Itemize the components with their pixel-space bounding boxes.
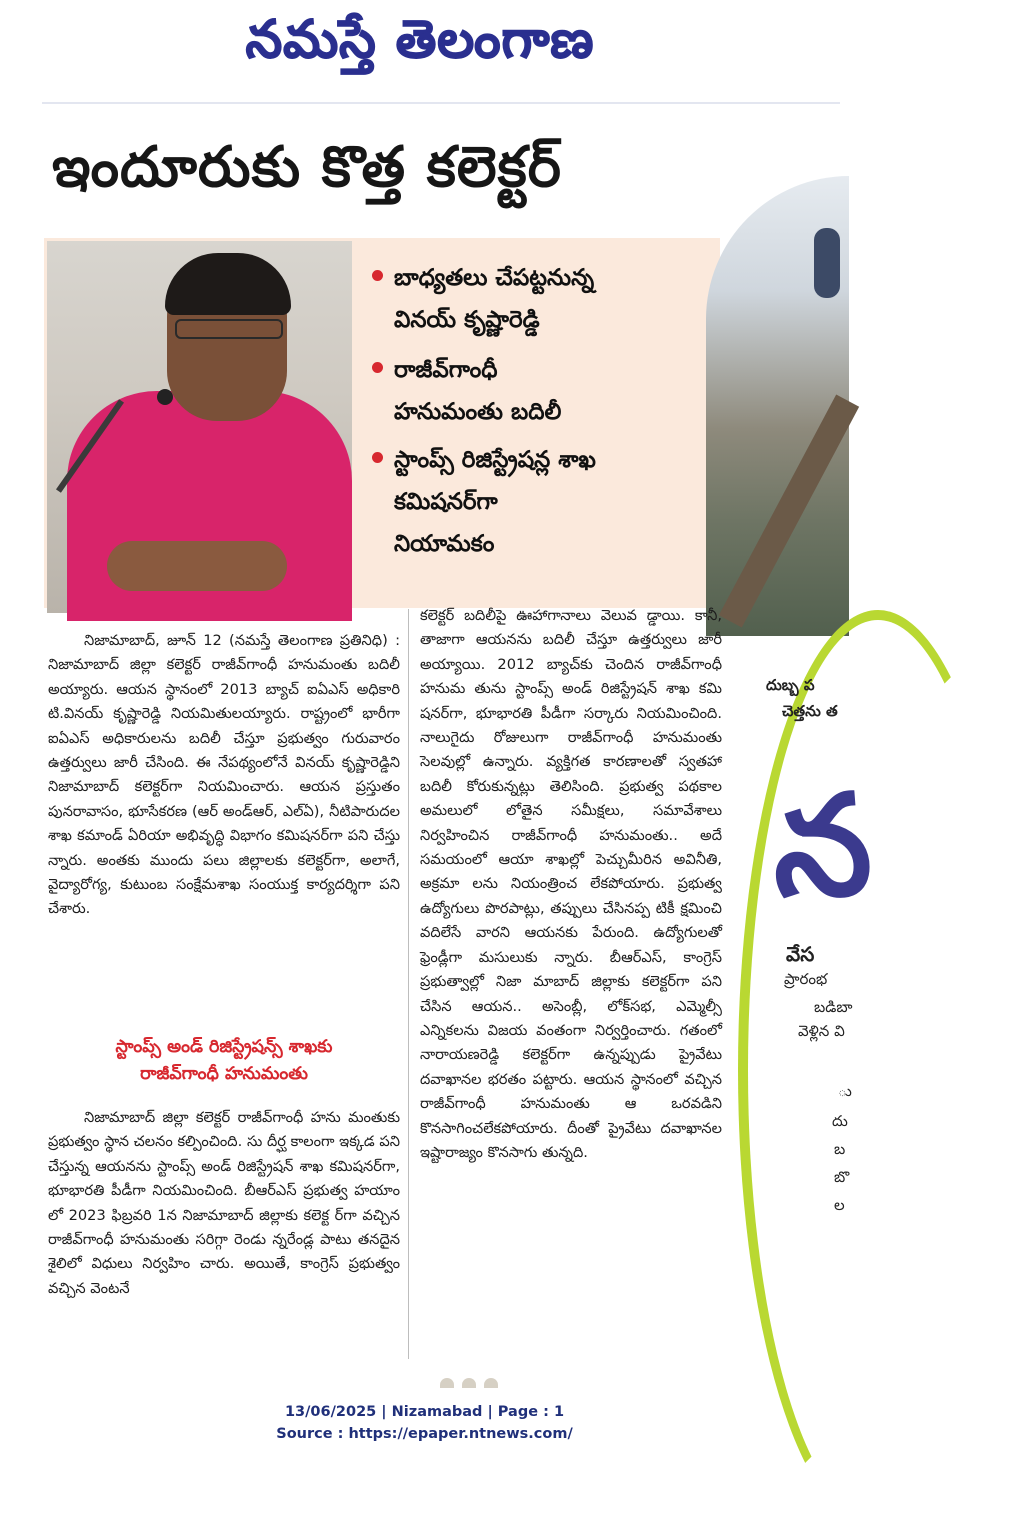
side-story-line: దు: [832, 1112, 848, 1130]
headline: ఇందూరుకు కొత్త కలెక్టర్: [52, 135, 562, 200]
bullet-text: రాజీవ్‌గాంధీ: [394, 357, 498, 383]
column-divider: [408, 609, 409, 1359]
side-story-line: బడిబా: [814, 998, 853, 1016]
side-story-line: ు: [838, 1082, 852, 1100]
bullet-dot-icon: [372, 270, 383, 281]
article-column-2: [420, 604, 722, 1165]
article-paragraph: కలెక్టర్ బదిలీపై ఊహాగానాలు వెలువ డ్డాయి. కానీ, తాజాగా ఆయనను బదిలీ చేస్తూ ఉత్తర్వులు జారీ అయ్యాయి. 2012 బ్యాచ్‌కు చెందిన రాజీవ్‌గాంధీ హనుమ తును స్టాంప్స్ అండ్ రిజిస్ట్రేషన్ శాఖ కమి షనర్‌గా, భూభారతి పీడీగా సర్కారు నియమించింది. నాలుగైదు రోజులుగా రాజీవ్‌గాంధీ హనుమంతు సెలవుల్లో ఉన్నారు. వ్యక్తిగత కారణాలతో స్వతహా బదిలీ కోరుకున్నట్లు తెలిసింది. ప్రభుత్వ పథకాల అమలులో లోతైన సమీక్షలు, సమావేశాలు నిర్వహించిన రాజీవ్‌గాంధీ హనుమంతు.. అదే సమయంలో ఆయా శాఖల్లో పెచ్చుమీరిన అవినీతి, అక్రమా లను నియంత్రించ లేకపోయారు. ప్రభుత్వ ఉద్యోగులు పొరపాట్లు, తప్పులు చేసినప్ప టికీ క్షమించి వదిలేసే వారని ఆయనకు పేరుంది. ఉద్యోగులతో ఫ్రెండ్లీగా మసులుకు న్నారు. బీఆర్‌ఎస్, కాంగ్రెస్ ప్రభుత్వాల్లో నిజా మాబాద్ జిల్లాకు కలెక్టర్‌గా పని చేసిన ఆయన.. అసెంబ్లీ, లోక్‌సభ, ఎమ్మెల్సీ ఎన్నికలను విజయ వంతంగా నిర్వర్తించారు. గతంలో నారాయణరెడ్డి కలెక్టర్‌గా ఉన్నప్పుడు ప్రైవేటు దవాఖానల భరతం పట్టారు. ఆయన స్థానంలో వచ్చిన రాజీవ్‌గాంధీ హనుమంతు ఆ ఒరవడిని కొనసాగించలేకపోయారు. దీంతో ప్రైవేటు దవాఖానల ఇష్టారాజ్యం కొనసాగు తున్నది.: [420, 607, 722, 1161]
bullet-text: నియామకం: [394, 531, 495, 557]
side-story-line: ల: [834, 1196, 845, 1214]
header-divider: [42, 102, 840, 104]
bullet-text: హనుమంతు బదిలీ: [394, 399, 562, 425]
side-story-line: వెళ్లిన వి: [798, 1022, 845, 1040]
side-story: [752, 670, 873, 1230]
article-paragraph: నిజామాబాద్, జూన్ 12 (నమస్తే తెలంగాణ ప్రతినిధి) : నిజామాబాద్ జిల్లా కలెక్టర్ రాజీవ్‌గాంధీ హనుమంతు బదిలీ అయ్యారు. ఆయన స్థానంలో 2013 బ్యాచ్ ఐఏఎస్ అధికారి టి.వినయ్ కృష్ణారెడ్డి నియమితులయ్యారు. రాష్ట్రంలో భారీగా ఐఏఎస్ అధికారులను బదిలీ చేస్తూ ప్రభుత్వం గురువారం ఉత్తర్వులు జారీ చేసింది. ఈ నేపథ్యంలోనే వినయ్ కృష్ణారెడ్డిని నిజామాబాద్ కలెక్టర్‌గా నియమించారు. ఆయన ప్రస్తుతం పునరావాసం, భూసేకరణ (ఆర్ అండ్‌ఆర్, ఎల్‌ఏ), నీటిపారుదల శాఖ కమాండ్ ఏరియా అభివృద్ధి విభాగం కమిషనర్‌గా పని చేస్తు న్నారు. అంతకు ముందు పలు జిల్లాలకు కలెక్టర్‌గా, అలాగే, వైద్యారోగ్య, కుటుంబ సంక్షేమశాఖ సంయుక్త కార్యదర్శిగా పని చేశారు.: [48, 632, 400, 918]
bullet-text: వినయ్ కృష్ణారెడ్డి: [394, 307, 540, 333]
side-story-line: బ: [834, 1140, 846, 1158]
side-story-photo: [706, 176, 849, 636]
side-story-line: బొ: [834, 1168, 850, 1186]
article-column-1: [48, 629, 400, 922]
side-story-line: ప్రారంభ: [784, 970, 828, 988]
bullet-text: కమిషనర్‌గా: [394, 489, 498, 515]
masthead-logo: నమస్తే తెలంగాణ: [245, 9, 595, 70]
article-column-1-continued: [48, 1106, 400, 1301]
collector-photo: [47, 241, 352, 613]
bullet-dot-icon: [372, 362, 383, 373]
article-paragraph: నిజామాబాద్ జిల్లా కలెక్టర్ రాజీవ్‌గాంధీ హను మంతుకు ప్రభుత్వం స్థాన చలనం కల్పించింది. సు దీర్ఘ కాలంగా ఇక్కడ పని చేస్తున్న ఆయనను స్టాంప్స్ అండ్ రిజిస్ట్రేషన్ శాఖ కమిషనర్‌గా, భూభారతి పీడీగా నియమించింది. బీఆర్‌ఎస్ ప్రభుత్వ హయాం లో 2023 ఫిబ్రవరి 1న నిజామాబాద్ జిల్లాకు కలెక్ట ర్‌గా వచ్చిన రాజీవ్‌గాంధీ హనుమంతు సరిగ్గా రెండు న్నరేండ్ల పాటు తనదైన శైలిలో విధులు నిర్వహిం చారు. అయితే, కాంగ్రెస్ ప్రభుత్వం వచ్చిన వెంటనే: [48, 1109, 400, 1297]
side-story-line: వేస: [786, 942, 815, 966]
side-story-big-letter: న: [774, 765, 873, 928]
subhead-line: రాజీవ్‌గాంధీ హనుమంతు: [140, 1064, 308, 1084]
footer-source-link[interactable]: Source : https://epaper.ntnews.com/: [276, 1426, 573, 1442]
subhead-line: స్టాంప్స్ అండ్ రిజిస్ట్రేషన్స్ శాఖకు: [115, 1037, 333, 1057]
side-story-line: చెత్తను త: [782, 702, 838, 720]
article-subhead: [48, 1034, 400, 1088]
footer-date-line: 13/06/2025 | Nizamabad | Page : 1: [284, 1404, 565, 1420]
bullet-text: బాధ్యతలు చేపట్టనున్న: [394, 265, 595, 291]
bullet-text: స్టాంప్స్ రిజిస్ట్రేషన్ల శాఖ: [394, 447, 596, 473]
bullet-dot-icon: [372, 452, 383, 463]
page-ornament: [440, 1378, 500, 1390]
side-story-line: దుబ్బ ప: [766, 676, 815, 694]
